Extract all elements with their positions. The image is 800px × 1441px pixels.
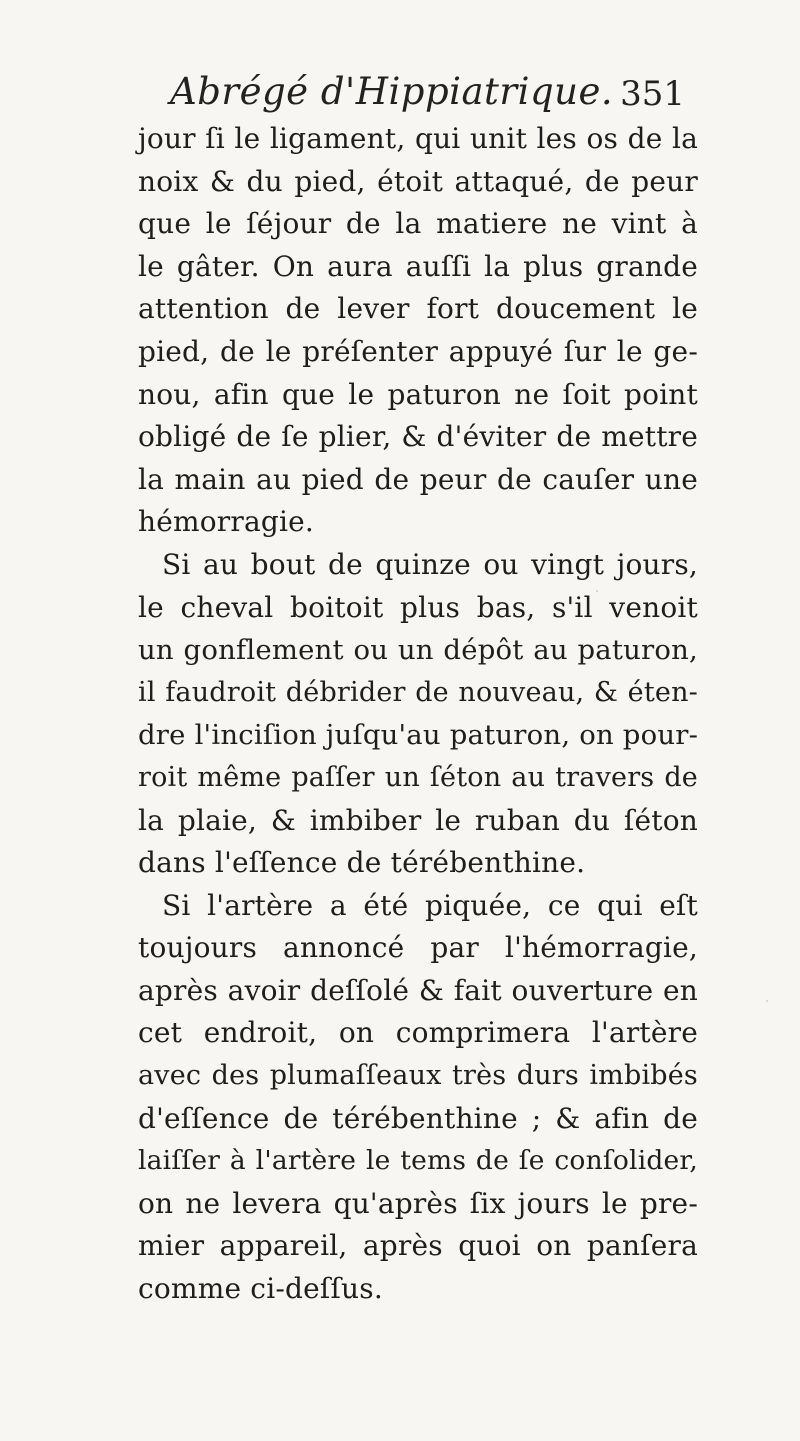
text-line: après avoir deſſolé & fait ouverture en <box>138 973 698 1007</box>
text-line: dre l'inciſion juſqu'au paturon, on pour- <box>138 719 699 752</box>
text-line: comme ci-deſſus. <box>138 1272 383 1306</box>
text-line: pied, de le préſenter appuyé ſur le ge- <box>138 334 698 368</box>
text-line: que le ſéjour de la matiere ne vint à <box>138 207 698 241</box>
text-line: obligé de ſe plier, & d'éviter de mettre <box>138 420 698 454</box>
text-line: cet endroit, on comprimera l'artère <box>138 1016 698 1050</box>
text-line: il faudroit débrider de nouveau, & éten- <box>138 676 698 708</box>
body-text <box>138 118 698 1311</box>
page-number: 351 <box>620 74 685 114</box>
text-line: avec des plumaſſeaux très durs imbibés <box>138 1060 698 1092</box>
text-line: la plaie, & imbiber le ruban du ſéton <box>138 803 698 837</box>
text-line: jour ſi le ligament, qui unit les os de la <box>138 122 698 155</box>
text-line: le gâter. On aura auſſi la plus grande <box>138 249 698 283</box>
text-line: attention de lever fort doucement le <box>138 292 698 326</box>
text-line: hémorragie. <box>138 505 315 539</box>
text-line: noix & du pied, étoit attaqué, de peur <box>138 164 698 198</box>
running-title: Abrégé d'Hippiatrique. <box>170 70 614 113</box>
text-line: laiſſer à l'artère le tems de ſe conſolider, <box>138 1145 698 1177</box>
text-line: Si au bout de quinze ou vingt jours, <box>162 547 698 581</box>
text-line: d'eſſence de térébenthine ; & afin de <box>138 1101 698 1135</box>
paper-speck <box>766 1000 768 1002</box>
text-line: on ne levera qu'après ſix jours le pre- <box>138 1186 698 1220</box>
text-line: roit même paſſer un ſéton au travers de <box>138 761 698 793</box>
text-line: Si l'artère a été piquée, ce qui eſt <box>162 888 698 922</box>
text-line: toujours annoncé par l'hémorragie, <box>138 931 698 965</box>
text-line: la main au pied de peur de cauſer une <box>138 462 698 496</box>
text-line: nou, afin que le paturon ne ſoit point <box>138 377 698 411</box>
text-line: dans l'eſſence de térébenthine. <box>138 846 586 880</box>
text-line: le cheval boitoit plus bas, s'il venoit <box>138 590 698 624</box>
text-line: mier appareil, après quoi on panſera <box>138 1229 698 1263</box>
text-line: un gonflement ou un dépôt au paturon, <box>138 634 698 667</box>
